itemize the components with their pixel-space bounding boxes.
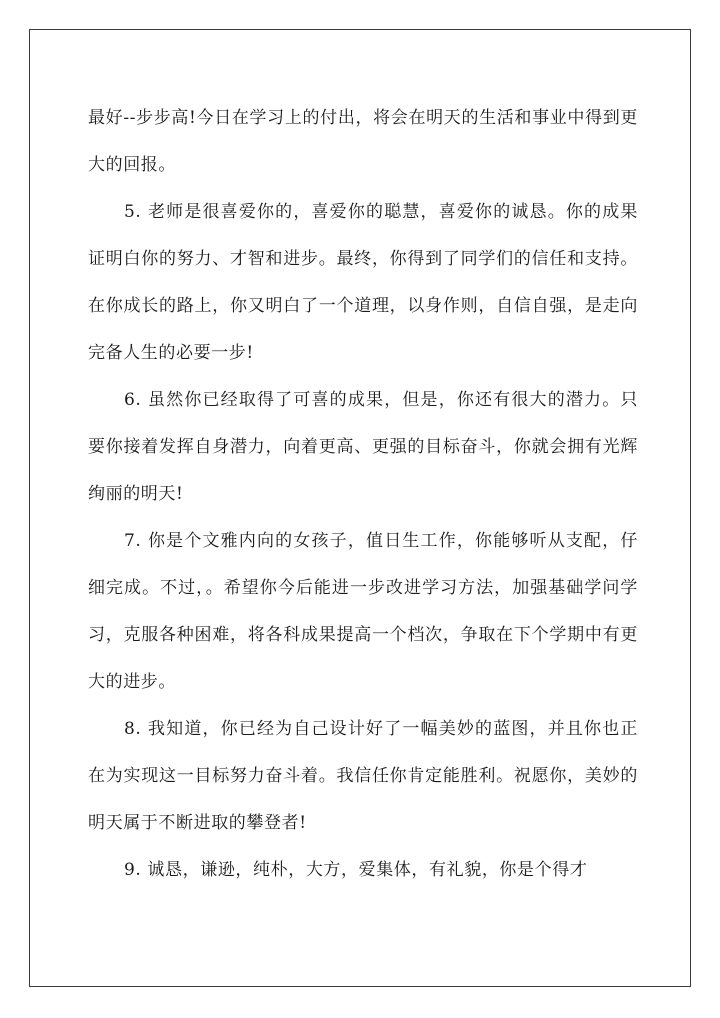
document-body: [88, 95, 638, 894]
paragraph-continuation: 最好--步步高!今日在学习上的付出，将会在明天的生活和事业中得到更大的回报。: [88, 108, 638, 175]
paragraph-item-8: 8. 我知道，你已经为自己设计好了一幅美妙的蓝图，并且你也正在为实现这一目标努力奋斗着。我信任你肯定能胜利。祝愿你，美妙的明天属于不断进取的攀登者!: [88, 719, 638, 833]
paragraph-item-5: 5. 老师是很喜爱你的，喜爱你的聪慧，喜爱你的诚恳。你的成果证明白你的努力、才智和进步。最终，你得到了同学们的信任和支持。在你成长的路上，你又明白了一个道理，以身作则，自信自强，是走向完备人生的必要一步!: [88, 202, 638, 363]
document-page: [29, 29, 691, 987]
paragraph-item-7: 7. 你是个文雅内向的女孩子，值日生工作，你能够听从支配，仔细完成。不过，。希望你今后能进一步改进学习方法，加强基础学问学习，克服各种困难，将各科成果提高一个档次，争取在下个学期中有更大的进步。: [88, 531, 638, 692]
paragraph-item-9: 9. 诚恳，谦逊，纯朴，大方，爱集体，有礼貌，你是个得才: [124, 860, 588, 880]
paragraph-item-6: 6. 虽然你已经取得了可喜的成果，但是，你还有很大的潜力。只要你接着发挥自身潜力，向着更高、更强的目标奋斗，你就会拥有光辉绚丽的明天!: [88, 390, 638, 504]
